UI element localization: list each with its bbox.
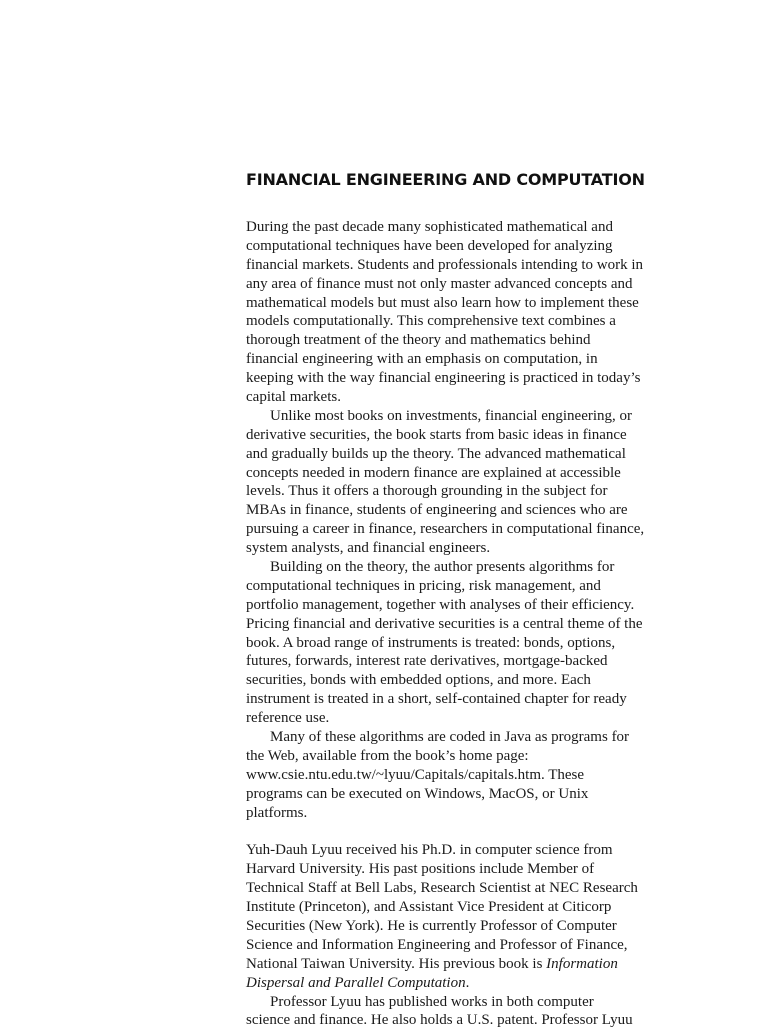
text-line xyxy=(246,974,686,993)
text-line: Technical Staff at Bell Labs, Research Scientist at NEC Research xyxy=(246,880,638,897)
text-line: Pricing financial and derivative securities is a central theme of the xyxy=(246,615,643,632)
text-fragment: . xyxy=(465,974,470,991)
text-line xyxy=(246,955,686,974)
text-line: computational techniques have been developed for analyzing xyxy=(246,237,613,254)
text-line: Yuh-Dauh Lyuu received his Ph.D. in computer science from xyxy=(246,842,613,859)
text-line: book. A broad range of instruments is treated: bonds, options, xyxy=(246,634,616,651)
text-line: science and finance. He also holds a U.S. patent. Professor Lyuu xyxy=(246,1012,633,1029)
previous-book-title: Information xyxy=(546,955,618,972)
text-line: platforms. xyxy=(246,804,308,821)
book-description xyxy=(246,218,686,1030)
text-line: financial markets. Students and professionals intending to work in xyxy=(246,256,644,273)
text-line: derivative securities, the book starts from basic ideas in finance xyxy=(246,426,627,443)
text-line: securities, bonds with embedded options, and more. Each xyxy=(246,672,591,689)
text-line: Unlike most books on investments, financial engineering, or xyxy=(270,407,633,424)
previous-book-title-continued: Dispersal and Parallel Computation xyxy=(246,974,466,991)
text-line: the Web, available from the book’s home page: xyxy=(246,747,529,764)
paragraph-intro xyxy=(246,218,686,407)
text-line: Building on the theory, the author presents algorithms for xyxy=(270,559,615,576)
paragraph-algorithms xyxy=(246,558,686,728)
text-line: futures, forwards, interest rate derivatives, mortgage-backed xyxy=(246,653,608,670)
text-line: and gradually builds up the theory. The advanced mathematical xyxy=(246,445,626,462)
text-line: Harvard University. His past positions include Member of xyxy=(246,861,595,878)
text-line: Many of these algorithms are coded in Java as programs for xyxy=(270,729,630,746)
text-line: concepts needed in modern finance are explained at accessible xyxy=(246,464,621,481)
author-bio xyxy=(246,841,686,1030)
text-line: capital markets. xyxy=(246,389,341,406)
text-line: computational techniques in pricing, risk management, and xyxy=(246,577,601,594)
text-line: Securities (New York). He is currently Professor of Computer xyxy=(246,917,617,934)
text-line: any area of finance must not only master advanced concepts and xyxy=(246,275,633,292)
text-line: Professor Lyuu has published works in both computer xyxy=(270,993,594,1010)
text-line: keeping with the way financial engineering is practiced in today’s xyxy=(246,370,641,387)
text-line: system analysts, and financial engineers. xyxy=(246,540,491,557)
text-line: MBAs in finance, students of engineering and sciences who are xyxy=(246,502,628,519)
paragraph-java-programs xyxy=(246,728,686,822)
text-line: Science and Information Engineering and Professor of Finance, xyxy=(246,936,628,953)
text-line: models computationally. This comprehensive text combines a xyxy=(246,313,616,330)
text-line: levels. Thus it offers a thorough grounding in the subject for xyxy=(246,483,608,500)
text-line: pursuing a career in finance, researchers in computational finance, xyxy=(246,521,645,538)
text-line: mathematical models but must also learn how to implement these xyxy=(246,294,639,311)
text-line: programs can be executed on Windows, MacOS, or Unix xyxy=(246,785,589,802)
text-line: financial engineering with an emphasis on computation, in xyxy=(246,351,598,368)
section-gap xyxy=(246,823,686,842)
text-fragment: National Taiwan University. His previous book is xyxy=(246,955,547,972)
text-line: During the past decade many sophisticated mathematical and xyxy=(246,219,613,235)
text-line: Institute (Princeton), and Assistant Vice President at Citicorp xyxy=(246,899,612,916)
text-line: portfolio management, together with analyses of their efficiency. xyxy=(246,596,635,613)
text-line: instrument is treated in a short, self-contained chapter for ready xyxy=(246,691,627,708)
paragraph-approach xyxy=(246,407,686,558)
text-line: reference use. xyxy=(246,710,330,727)
book-title: FINANCIAL ENGINEERING AND COMPUTATION xyxy=(246,170,645,189)
text-line: www.csie.ntu.edu.tw/~lyuu/Capitals/capitals.htm. These xyxy=(246,766,585,783)
text-line: thorough treatment of the theory and mathematics behind xyxy=(246,332,591,349)
